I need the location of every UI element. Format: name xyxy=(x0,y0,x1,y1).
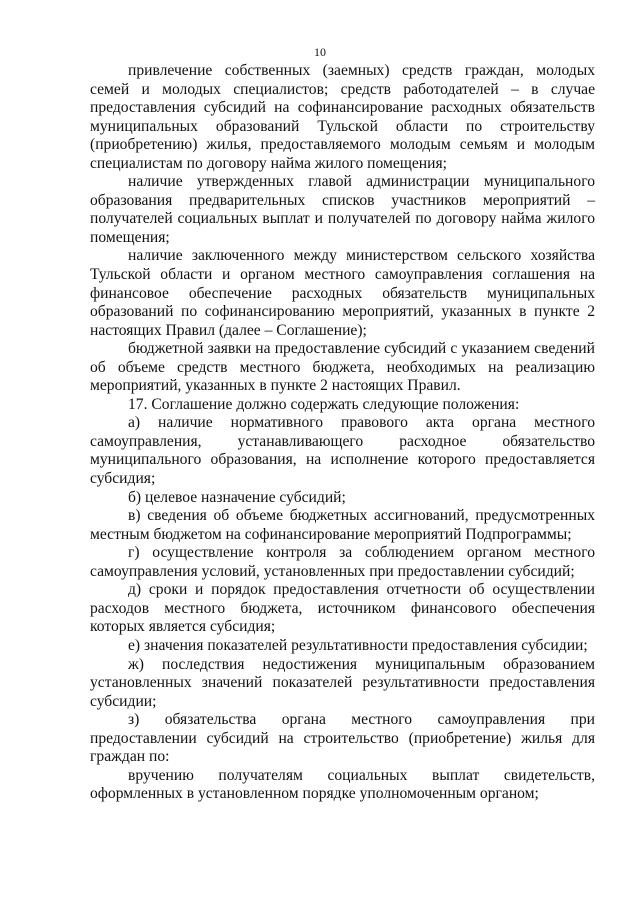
paragraph: бюджетной заявки на предоставление субсидий с указанием сведений об объеме средств местного бюджета, необходимых на реализацию мероприятий, указанных в пункте 2 настоящих Правил. xyxy=(90,340,595,395)
page-number: 10 xyxy=(314,45,326,59)
paragraph: 17. Соглашение должно содержать следующие положения: xyxy=(128,395,520,413)
paragraph: б) целевое назначение субсидий; xyxy=(128,488,346,506)
paragraph: г) осуществление контроля за соблюдением органом местного самоуправления условий, установленных при предоставлении субсидий; xyxy=(90,544,595,580)
paragraph: привлечение собственных (заемных) средств граждан, молодых семей и молодых специалистов; средств работодателей – в случае предоставления субсидий на софинансирование расходных обязательств муниципальных образований Тульской области по строительству (приобретению) жилья, предоставляемого молодым семьям и молодым специалистам по договору найма жилого помещения; xyxy=(90,62,595,172)
paragraph: вручению получателям социальных выплат свидетельств, оформленных в установленном порядке уполномоченным органом; xyxy=(90,766,595,803)
paragraph: наличие заключенного между министерством сельского хозяйства Тульской области и органом местного самоуправления соглашения на финансовое обеспечение расходных обязательств муниципальных образований по софинансированию мероприятий, указанных в пункте 2 настоящих Правил (далее – Соглашение); xyxy=(90,247,595,339)
paragraph: ж) последствия недостижения муниципальным образованием установленных значений показателей результативности предоставления субсидии; xyxy=(90,655,595,710)
body-text xyxy=(90,62,595,804)
paragraph: а) наличие нормативного правового акта органа местного самоуправления, устанавливающего расходное обязательство муниципального образования, на исполнение которого предоставляется субсидия; xyxy=(90,414,595,488)
paragraph: наличие утвержденных главой администрации муниципального образования предварительных списков участников мероприятий – получателей социальных выплат и получателей по договору найма жилого помещения; xyxy=(90,173,595,246)
paragraph: в) сведения об объеме бюджетных ассигнований, предусмотренных местным бюджетом на софинансирование мероприятий Подпрограммы; xyxy=(90,507,595,543)
paragraph: е) значения показателей результативности предоставления субсидии; xyxy=(128,636,588,654)
paragraph: д) сроки и порядок предоставления отчетности об осуществлении расходов местного бюджета, источником финансового обеспечения которых является субсидия; xyxy=(90,581,595,636)
paragraph: з) обязательства органа местного самоуправления при предоставлении субсидий на строительство (приобретение) жилья для граждан по: xyxy=(90,711,595,766)
